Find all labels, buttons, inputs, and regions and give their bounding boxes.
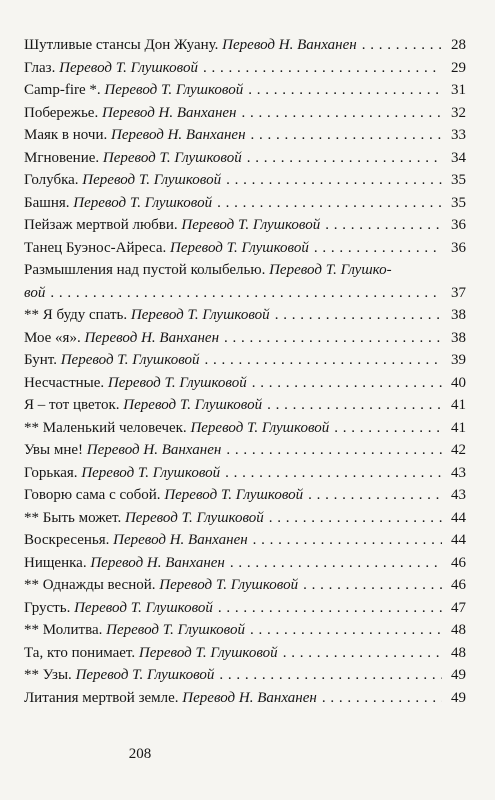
entry-translator: Перевод Т. Глушковой	[123, 397, 263, 413]
dot-leader	[226, 169, 442, 192]
dot-leader	[217, 192, 442, 215]
dot-leader	[50, 282, 442, 305]
toc-entry	[24, 439, 466, 462]
entry-page: 36	[451, 239, 466, 256]
dot-leader	[325, 214, 442, 237]
toc-entry	[24, 507, 466, 530]
toc-entry	[24, 664, 466, 687]
entry-translator: Перевод Т. Глушковой	[138, 644, 278, 661]
toc-entry	[24, 102, 466, 125]
entry-page: 43	[451, 464, 466, 481]
entry-translator: Перевод Т. Глушковой	[102, 149, 242, 166]
toc-entry	[24, 214, 466, 237]
entry-page: 48	[451, 644, 466, 661]
entry-page: 49	[451, 689, 466, 706]
entry-title: Несчастные.	[24, 374, 105, 391]
toc-entry	[24, 417, 466, 440]
toc-entry	[24, 192, 466, 215]
toc-entry	[24, 529, 466, 552]
dot-leader	[322, 687, 442, 710]
toc-entry	[24, 394, 466, 417]
entry-title: Воскресенья.	[24, 532, 110, 548]
entry-title: Та, кто понимает.	[24, 644, 136, 661]
entry-page: 46	[451, 577, 466, 593]
entry-translator: Перевод Н. Ванханен	[84, 329, 220, 346]
dot-leader	[219, 664, 442, 687]
dot-leader	[248, 79, 442, 102]
dot-leader	[247, 147, 442, 170]
toc-entry	[24, 484, 466, 507]
toc-entry	[24, 642, 466, 665]
toc-entry-continuation	[24, 282, 466, 305]
dot-leader	[224, 327, 442, 350]
toc-entry	[24, 687, 466, 710]
entry-title: ** Я буду спать.	[24, 307, 128, 323]
entry-translator: Перевод Н. Ванханен	[182, 689, 317, 706]
entry-translator: Перевод Т. Глушковой	[107, 374, 247, 391]
entry-title: ** Узы.	[24, 667, 72, 683]
entry-page: 32	[451, 104, 466, 121]
entry-page: 35	[451, 194, 466, 211]
entry-title: Глаз.	[24, 59, 56, 76]
entry-page: 34	[451, 149, 466, 166]
entry-title: Литания мертвой земле.	[24, 689, 179, 706]
toc-entry	[24, 147, 466, 170]
entry-translator: Перевод Т. Глушко-	[269, 262, 392, 278]
entry-translator: Перевод Н. Ванханен	[110, 127, 246, 143]
toc-entry	[24, 327, 466, 350]
toc-entry	[24, 259, 466, 282]
dot-leader	[203, 57, 442, 80]
entry-page: 31	[451, 82, 466, 98]
entry-page: 29	[451, 59, 466, 76]
toc-entry	[24, 372, 466, 395]
entry-title: ** Быть может.	[24, 509, 122, 526]
dot-leader	[303, 574, 442, 597]
entry-title: ** Молитва.	[24, 622, 103, 638]
toc-entry	[24, 552, 466, 575]
dot-leader	[253, 529, 442, 552]
entry-page: 41	[451, 419, 466, 436]
entry-page: 38	[451, 307, 466, 323]
entry-translator: Перевод Т. Глушковой	[130, 307, 270, 323]
dot-leader	[225, 462, 442, 485]
entry-page: 36	[451, 217, 466, 233]
entry-title: ** Маленький человечек.	[24, 419, 187, 436]
toc-entry	[24, 619, 466, 642]
table-of-contents	[24, 34, 466, 709]
entry-translator: Перевод Н. Ванханен	[90, 554, 225, 571]
entry-title: Говорю сама с собой.	[24, 487, 161, 503]
entry-title: Шутливые стансы Дон Жуану.	[24, 37, 219, 53]
entry-page: 35	[451, 172, 466, 188]
toc-entry	[24, 349, 466, 372]
dot-leader	[283, 642, 442, 665]
entry-page: 44	[451, 532, 466, 548]
entry-translator: Перевод Т. Глушковой	[190, 419, 330, 436]
entry-translator: Перевод Н. Ванханен	[86, 442, 222, 458]
dot-leader	[230, 552, 442, 575]
page-number: 208	[128, 746, 152, 762]
dot-leader	[218, 597, 442, 620]
entry-title: Горькая.	[24, 464, 78, 481]
entry-translator: Перевод Н. Ванханен	[113, 532, 248, 548]
dot-leader	[362, 34, 442, 57]
entry-translator: Перевод Т. Глушковой	[59, 59, 198, 76]
entry-translator: Перевод Т. Глушковой	[82, 172, 222, 188]
entry-translator: Перевод Т. Глушковой	[164, 487, 304, 503]
toc-entry	[24, 34, 466, 57]
toc-entry	[24, 79, 466, 102]
entry-translator: Перевод Т. Глушковой	[104, 82, 244, 98]
dot-leader	[226, 439, 442, 462]
entry-page: 46	[451, 554, 466, 571]
toc-entry	[24, 304, 466, 327]
dot-leader	[308, 484, 442, 507]
entry-title: ** Однажды весной.	[24, 577, 156, 593]
entry-title: Башня.	[24, 194, 70, 211]
entry-translator: Перевод Т. Глушковой	[73, 194, 213, 211]
dot-leader	[269, 507, 442, 530]
dot-leader	[251, 124, 442, 147]
entry-page: 28	[451, 37, 466, 53]
dot-leader	[267, 394, 442, 417]
entry-title: Пейзаж мертвой любви.	[24, 217, 178, 233]
entry-page: 47	[451, 599, 466, 616]
entry-title: Размышления над пустой колыбелью.	[24, 262, 266, 278]
entry-title: Голубка.	[24, 172, 79, 188]
entry-page: 33	[451, 127, 466, 143]
entry-title: Побережье.	[24, 104, 99, 121]
entry-page: 38	[451, 329, 466, 346]
entry-page: 39	[451, 352, 466, 368]
entry-page: 42	[451, 442, 466, 458]
entry-translator-cont: вой	[24, 284, 46, 301]
toc-entry	[24, 597, 466, 620]
entry-title: Мгновение.	[24, 149, 100, 166]
entry-translator: Перевод Т. Глушковой	[159, 577, 299, 593]
dot-leader	[252, 372, 442, 395]
dot-leader	[205, 349, 442, 372]
entry-translator: Перевод Т. Глушковой	[106, 622, 245, 638]
entry-translator: Перевод Т. Глушковой	[74, 599, 213, 616]
entry-title: Нищенка.	[24, 554, 87, 571]
dot-leader	[242, 102, 443, 125]
entry-translator: Перевод Т. Глушковой	[60, 352, 200, 368]
toc-entry	[24, 169, 466, 192]
entry-title: Маяк в ночи.	[24, 127, 108, 143]
entry-translator: Перевод Н. Ванханен	[222, 37, 357, 53]
entry-translator: Перевод Т. Глушковой	[81, 464, 221, 481]
dot-leader	[275, 304, 442, 327]
toc-entry	[24, 574, 466, 597]
entry-title: Camp-fire *.	[24, 82, 101, 98]
entry-page: 40	[451, 374, 466, 391]
entry-translator: Перевод Т. Глушковой	[124, 509, 264, 526]
toc-entry	[24, 124, 466, 147]
toc-entry	[24, 462, 466, 485]
entry-title: Увы мне!	[24, 442, 84, 458]
entry-title: Мое «я».	[24, 329, 81, 346]
entry-page: 48	[451, 622, 466, 638]
entry-translator: Перевод Т. Глушковой	[75, 667, 215, 683]
entry-title: Я – тот цветок.	[24, 397, 120, 413]
entry-translator: Перевод Т. Глушковой	[170, 239, 309, 256]
entry-translator: Перевод Н. Ванханен	[101, 104, 237, 121]
entry-page: 49	[451, 667, 466, 683]
toc-entry	[24, 237, 466, 260]
dot-leader	[314, 237, 442, 260]
dot-leader	[250, 619, 442, 642]
entry-page: 41	[451, 397, 466, 413]
entry-page: 37	[451, 284, 466, 301]
entry-page: 43	[451, 487, 466, 503]
toc-entry	[24, 57, 466, 80]
dot-leader	[334, 417, 442, 440]
entry-title: Бунт.	[24, 352, 57, 368]
entry-page: 44	[451, 509, 466, 526]
entry-translator: Перевод Т. Глушковой	[181, 217, 321, 233]
entry-title: Танец Буэнос-Айреса.	[24, 239, 167, 256]
entry-title: Грусть.	[24, 599, 71, 616]
